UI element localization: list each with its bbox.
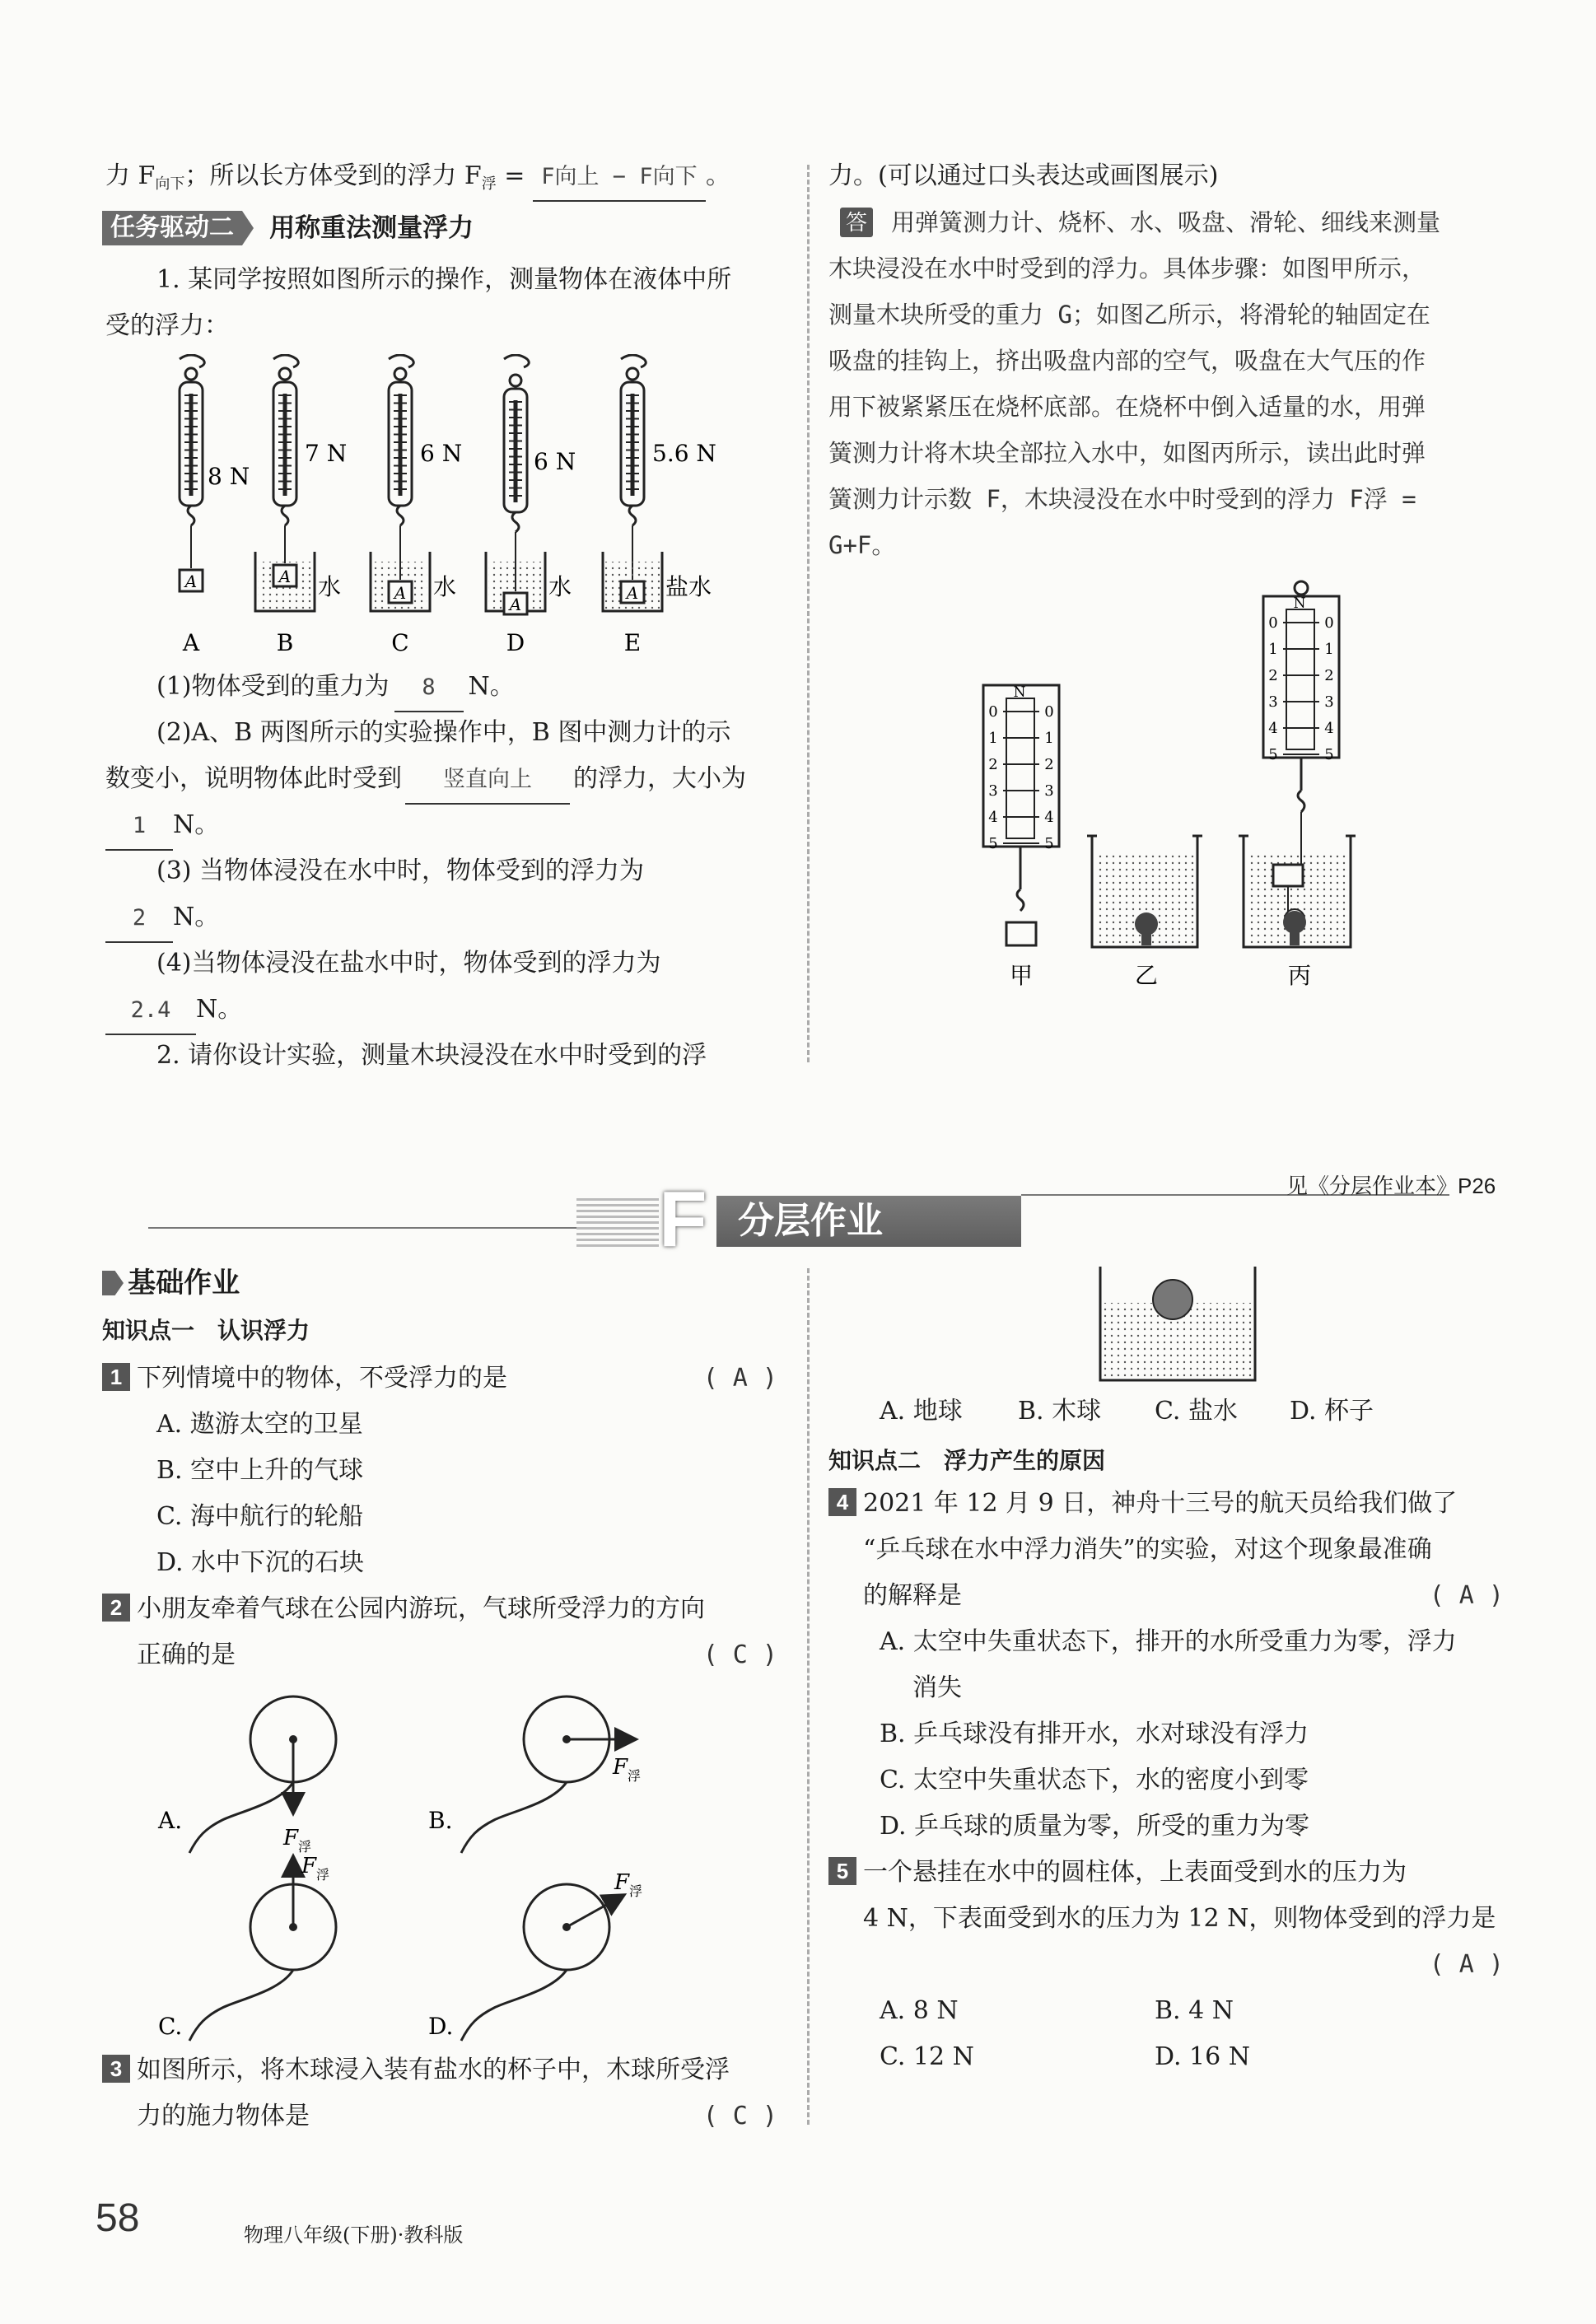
tag-arrow-icon	[242, 211, 254, 245]
saltwater-buoyancy-blank: 2.4	[105, 987, 196, 1035]
scale-tick-label: 4	[1324, 720, 1334, 737]
scale-tick-label: 2	[1324, 667, 1334, 684]
q3-row2: 力的施力物体是 ( C )	[137, 2093, 777, 2140]
fig-label-bing: 丙	[1287, 962, 1312, 989]
q1-option-a: A. 遨游太空的卫星	[156, 1410, 363, 1439]
q1-option-c: C. 海中航行的轮船	[156, 1502, 363, 1531]
basic-heading: 基础作业	[102, 1260, 240, 1300]
scale-ring	[279, 368, 291, 380]
scale-tick-label: 2	[988, 756, 998, 773]
balloon-option-a	[157, 1696, 336, 1855]
q3-option-b: B. 木球	[1018, 1397, 1102, 1426]
q2-line2: 力。(可以通过口头表达或画图展示)	[828, 161, 1219, 190]
answer-line-4: 吸盘的挂钩上，挤出吸盘内部的空气，吸盘在大气压的作	[828, 347, 1426, 375]
reading-b: 7 N	[305, 440, 348, 467]
buoyancy-b-blank: 1	[105, 803, 173, 851]
scale-tick-label: 0	[1268, 614, 1278, 632]
q4-option-a-cont: 消失	[912, 1673, 962, 1702]
scale-hook	[397, 506, 404, 525]
scale-bing	[1239, 581, 1356, 947]
q3-number: 3	[102, 2055, 130, 2083]
task-title: 用称重法测量浮力	[269, 213, 474, 242]
sub2-line2: 数变小，说明物体此时受到 竖直向上 的浮力，大小为	[105, 756, 746, 805]
svg-text:B.: B.	[428, 1807, 453, 1834]
balloon-option-c	[158, 1854, 336, 2041]
q1-answer: ( A )	[702, 1364, 777, 1393]
liquid-label-e: 盐水	[665, 573, 712, 600]
experiment-figure	[972, 576, 1384, 1005]
svg-text:F: F	[614, 1870, 630, 1895]
sub3-line1: (3) 当物体浸没在水中时，物体受到的浮力为	[156, 856, 645, 885]
q1-number: 1	[102, 1363, 130, 1391]
wood-block-bing	[1273, 865, 1303, 886]
scale-tick-label: 5	[988, 835, 998, 852]
scale-tick-label: 1	[1268, 641, 1278, 658]
sub1: (1)物体受到的重力为 8 N。	[156, 664, 515, 712]
page-number: 58	[96, 2196, 140, 2240]
banner-line-left	[148, 1227, 576, 1229]
scale-tick-label: 2	[1044, 756, 1054, 773]
fig-label-b: B	[276, 629, 294, 656]
fig-label-e: E	[623, 629, 642, 656]
banner-title: 分层作业	[716, 1196, 1021, 1247]
reading-a: 8 N	[208, 463, 250, 490]
q4-answer: ( A )	[1429, 1581, 1504, 1610]
svg-text:F: F	[301, 1854, 317, 1878]
banner-stripes	[576, 1197, 659, 1247]
task-tag: 任务驱动二	[102, 211, 242, 245]
water-buoyancy-blank: 2	[105, 895, 173, 943]
gravity-blank: 8	[394, 665, 464, 712]
q5-option-b: B. 4 N	[1155, 1996, 1234, 2025]
q5-option-c: C. 12 N	[880, 2042, 974, 2071]
q1-line1: 1. 某同学按照如图所示的操作，测量物体在液体中所	[156, 265, 732, 294]
balloon-option-b	[428, 1696, 641, 1853]
spring-scale-figure	[148, 354, 774, 667]
scale-tick-label: 3	[1268, 693, 1278, 711]
svg-text:F: F	[613, 1755, 628, 1780]
wood-ball-cup-figure	[1095, 1260, 1260, 1384]
fig-label-yi: 乙	[1134, 962, 1159, 989]
block-label: A	[184, 572, 198, 591]
q2-line1: 2. 请你设计实验，测量木块浸没在水中时受到的浮	[156, 1041, 707, 1070]
scale-ring	[185, 368, 197, 380]
hand-icon	[504, 355, 529, 367]
q5-row2: 4 N，下表面受到水的压力为 12 N，则物体受到的浮力是	[863, 1904, 1496, 1933]
scale-tick-label: 5	[1324, 746, 1334, 763]
q5-option-a: A. 8 N	[880, 1996, 959, 2025]
svg-text:浮: 浮	[298, 1839, 312, 1855]
svg-text:浮: 浮	[316, 1867, 330, 1883]
balloon-force-figure	[148, 1688, 774, 2042]
scale-hook	[629, 506, 636, 525]
q3-options	[880, 1388, 1505, 1435]
sub4-line2: 2.4 N。	[105, 987, 242, 1035]
fig-labels-group	[182, 629, 641, 656]
svg-text:D.: D.	[428, 2013, 454, 2040]
wood-ball	[1153, 1280, 1192, 1319]
scale-tick-label: 3	[1324, 693, 1334, 711]
scale-tick-label: 5	[1044, 835, 1054, 852]
heading-arrow-icon	[102, 1271, 124, 1295]
q3-answer: ( C )	[702, 2102, 777, 2130]
scale-ring	[627, 368, 638, 380]
svg-text:C.: C.	[158, 2013, 183, 2040]
q5-option-d: D. 16 N	[1155, 2042, 1251, 2071]
answer-mark-icon: 答	[840, 208, 873, 237]
fig-label-d: D	[506, 629, 525, 656]
scale-tick-label: 1	[1324, 641, 1334, 658]
beaker-yi	[1087, 836, 1202, 947]
scale-ring	[510, 375, 521, 386]
column-divider-bottom	[807, 1268, 810, 2125]
scale-tick-label: 4	[1044, 809, 1054, 826]
kp1: 知识点一 认识浮力	[102, 1318, 310, 1343]
q2-row2: 正确的是 ( C )	[137, 1632, 777, 1678]
q5-row3	[863, 1942, 1504, 1988]
scale-tick-label: 0	[1044, 703, 1054, 721]
buoyancy-formula-line: 力 $F_{向下}$；所以长方体受到的浮力 $F_浮 = F$向上 − F向下 。	[105, 153, 797, 208]
task-header	[102, 211, 474, 245]
q4-number: 4	[828, 1488, 856, 1516]
block-label: A	[278, 567, 292, 586]
q3-option-a: A. 地球	[880, 1397, 963, 1426]
scale-hook	[512, 512, 519, 532]
fig-label-jia: 甲	[1009, 962, 1034, 989]
hand-icon	[180, 355, 204, 367]
scale-tick-label: 4	[988, 809, 998, 826]
scale-tick-label: 0	[988, 703, 998, 721]
scale-bing-n: N	[1293, 595, 1306, 612]
q5-answer: ( A )	[1429, 1950, 1504, 1979]
scale-tick-label: 3	[1044, 782, 1054, 800]
scale-hook	[282, 506, 288, 525]
liquid-label-b: 水	[318, 573, 342, 600]
q3-option-d: D. 杯子	[1290, 1397, 1374, 1426]
reading-d: 6 N	[534, 448, 576, 475]
hand-icon	[273, 355, 298, 367]
reading-e: 5.6 N	[652, 440, 716, 467]
scale-tick-label: 4	[1268, 720, 1278, 737]
banner-letter: F	[659, 1175, 707, 1263]
hand-icon	[621, 355, 646, 367]
wood-block-jia	[1006, 922, 1036, 945]
scale-tick-label: 1	[988, 730, 998, 747]
liquid-label-d: 水	[548, 573, 572, 600]
scale-jia-n: N	[1013, 684, 1026, 701]
svg-text:浮: 浮	[629, 1883, 643, 1899]
answer-line-5: 用下被紧紧压在烧杯底部。在烧杯中倒入适量的水，用弹	[828, 393, 1426, 421]
scale-tick-label: 3	[988, 782, 998, 800]
sub3-line2: 2 N。	[105, 894, 219, 943]
q2-row: 2 小朋友牵着气球在公园内游玩，气球所受浮力的方向	[102, 1586, 777, 1632]
sub2-line1: (2)A、B 两图所示的实验操作中，B 图中测力计的示	[156, 718, 731, 747]
scale-ring	[394, 368, 406, 380]
q4-option-d: D. 乒乓球的质量为零，所受的重力为零	[880, 1812, 1310, 1841]
q4-option-a: A. 太空中失重状态下，排开的水所受重力为零，浮力	[880, 1627, 1457, 1656]
answer-block	[828, 199, 1504, 568]
formula-blank: F向上 − F向下	[533, 154, 706, 202]
q5-row: 5 一个悬挂在水中的圆柱体，上表面受到水的压力为	[828, 1850, 1504, 1896]
reading-c: 6 N	[420, 440, 463, 467]
q1-option-d: D. 水中下沉的石块	[156, 1548, 365, 1577]
fig-label-c: C	[391, 629, 409, 656]
q3-option-c: C. 盐水	[1155, 1397, 1238, 1426]
scale-tick-label: 0	[1324, 614, 1334, 632]
q3-row: 3 如图所示，将木球浸入装有盐水的杯子中，木球所受浮	[102, 2047, 777, 2093]
direction-blank: 竖直向上	[405, 757, 570, 805]
scale-tick-label: 5	[1268, 746, 1278, 763]
answer-line-2: 木块浸没在水中时受到的浮力。具体步骤：如图甲所示，	[828, 254, 1426, 282]
q4-row2: “乒乓球在水中浮力消失”的实验，对这个现象最准确	[863, 1535, 1432, 1564]
svg-text:F: F	[283, 1826, 299, 1850]
answer-line-6: 簧测力计将木块全部拉入水中，如图丙所示，读出此时弹	[828, 439, 1426, 467]
q4-option-b: B. 乒乓球没有排开水，水对球没有浮力	[880, 1720, 1309, 1748]
svg-text:浮: 浮	[628, 1768, 642, 1784]
q1-option-b: B. 空中上升的气球	[156, 1456, 364, 1485]
q1-row: 1 下列情境中的物体，不受浮力的是 ( A )	[102, 1356, 777, 1402]
q2-number: 2	[102, 1594, 130, 1622]
answer-line-7: 簧测力计示数 F，木块浸没在水中时受到的浮力 F浮 =	[828, 485, 1416, 513]
q4-option-c: C. 太空中失重状态下，水的密度小到零	[880, 1766, 1309, 1794]
answer-line-8: G+F。	[828, 531, 896, 559]
q2-answer: ( C )	[702, 1640, 777, 1669]
q4-row: 4 2021 年 12 月 9 日，神舟十三号的航天员给我们做了	[828, 1481, 1504, 1527]
block-label: A	[394, 583, 407, 603]
column-divider-top	[807, 165, 810, 1062]
banner-ref: 见《分层作业本》P26	[1286, 1174, 1496, 1198]
q5-number: 5	[828, 1857, 856, 1885]
kp2: 知识点二 浮力产生的原因	[828, 1448, 1106, 1473]
sub4-line1: (4)当物体浸没在盐水中时，物体受到的浮力为	[156, 949, 661, 978]
q1-line2: 受的浮力：	[105, 311, 229, 340]
q4-row3: 的解释是 ( A )	[863, 1573, 1504, 1619]
scale-jia	[983, 684, 1059, 945]
liquid-label-c: 水	[433, 573, 457, 600]
balloon-option-d	[428, 1870, 642, 2041]
fig-label-a: A	[182, 629, 200, 656]
scale-tick-label: 2	[1268, 667, 1278, 684]
hand-icon	[389, 355, 413, 367]
book-title: 物理八年级(下册)·教科版	[244, 2224, 464, 2247]
block-label: A	[626, 583, 639, 603]
answer-line-1: 用弹簧测力计、烧杯、水、吸盘、滑轮、细线来测量	[891, 208, 1441, 236]
sub2-line3: 1 N。	[105, 802, 219, 851]
answer-line-3: 测量木块所受的重力 G；如图乙所示，将滑轮的轴固定在	[828, 301, 1430, 329]
block-label: A	[509, 595, 522, 614]
scale-tick-label: 1	[1044, 730, 1054, 747]
svg-text:A.: A.	[158, 1807, 183, 1834]
scale-hook	[188, 506, 194, 525]
